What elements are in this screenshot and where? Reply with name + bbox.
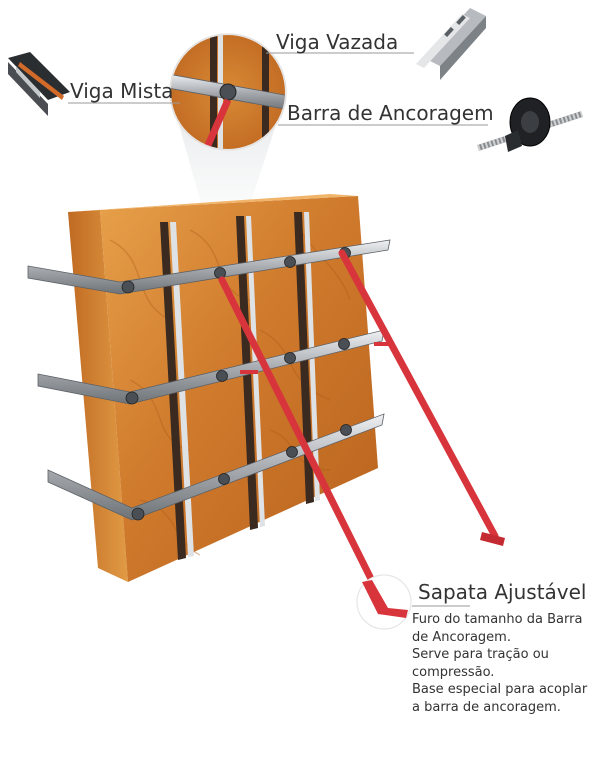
sapata-zoom [357, 575, 411, 629]
description-line: Serve para tração ou [412, 647, 549, 662]
description-line: a barra de ancoragem. [412, 699, 561, 715]
description-line: Furo do tamanho da Barra [412, 612, 583, 627]
label-sapata-ajustavel: Sapata Ajustável [418, 580, 587, 604]
viga-mista-thumbnail [8, 52, 70, 116]
viga-vazada-thumbnail [416, 8, 486, 80]
description-line: compressão. [412, 664, 495, 680]
description-line: de Ancoragem. [412, 629, 511, 645]
label-barra-ancoragem: Barra de Ancoragem [287, 101, 494, 125]
barra-ancoragem-thumbnail [478, 98, 582, 152]
label-viga-vazada: Viga Vazada [276, 30, 399, 54]
sapata-description [412, 611, 587, 716]
label-viga-mista: Viga Mista [70, 79, 174, 103]
description-line: Base especial para acoplar [412, 682, 588, 697]
